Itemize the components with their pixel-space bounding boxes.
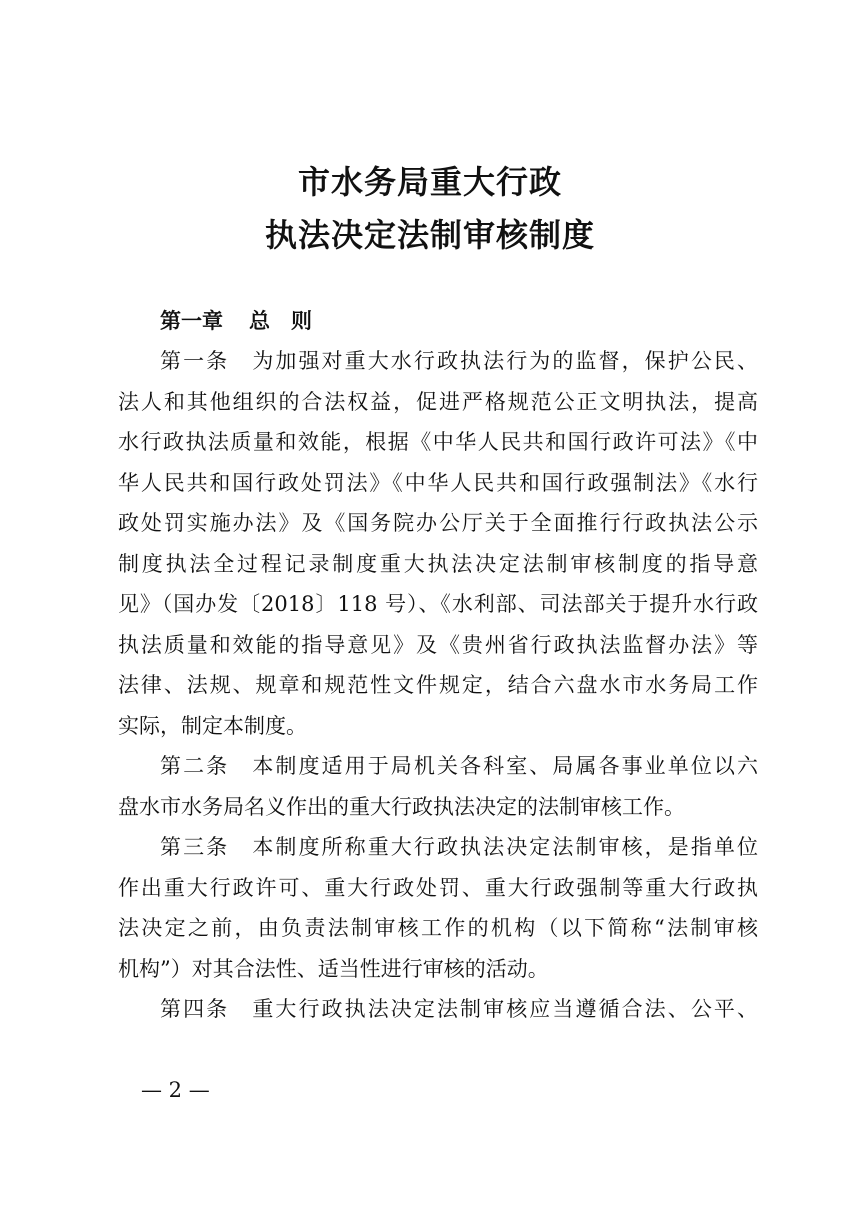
article-1-line-7: 见》（国办发〔2018〕118 号）、《水利部、司法部关于提升水行政 (118, 592, 758, 616)
document-title-line-2: 执法决定法制审核制度 (264, 216, 595, 254)
article-1-line-1: 第一条 为加强对重大水行政执法行为的监督，保护公民、 (160, 349, 758, 373)
article-2-line-1: 第二条 本制度适用于局机关各科室、局属各事业单位以六 (160, 754, 758, 778)
chapter-heading (160, 310, 312, 331)
body-text (118, 341, 758, 1030)
page-number: — 2 — (141, 1078, 210, 1102)
article-3-line-3: 法决定之前，由负责法制审核工作的机构（以下简称“法制审核 (118, 916, 758, 940)
article-1-line-10: 实际，制定本制度。 (118, 713, 307, 738)
article-4-line-1: 第四条 重大行政执法决定法制审核应当遵循合法、公平、 (160, 997, 758, 1021)
chapter-name: 总 则 (249, 308, 312, 333)
article-3-line-2: 作出重大行政许可、重大行政处罚、重大行政强制等重大行政执 (118, 875, 758, 900)
article-1-line-9: 法律、法规、规章和规范性文件规定，结合六盘水市水务局工作 (118, 673, 758, 697)
article-1-line-3: 水行政执法质量和效能，根据《中华人民共和国行政许可法》《中 (118, 430, 758, 454)
article-1-line-2: 法人和其他组织的合法权益，促进严格规范公正文明执法，提高 (118, 389, 758, 414)
article-1-line-8: 执法质量和效能的指导意见》及《贵州省行政执法监督办法》等 (118, 632, 758, 657)
article-2-line-2: 盘水市水务局名义作出的重大行政执法决定的法制审核工作。 (118, 794, 685, 819)
article-1-line-6: 制度执法全过程记录制度重大执法决定法制审核制度的指导意 (118, 551, 758, 576)
article-1-line-5: 政处罚实施办法》及《国务院办公厅关于全面推行行政执法公示 (118, 511, 758, 535)
article-3-line-1: 第三条 本制度所称重大行政执法决定法制审核，是指单位 (160, 835, 758, 859)
article-1-line-4: 华人民共和国行政处罚法》《中华人民共和国行政强制法》《水行 (118, 470, 758, 495)
article-3-line-4: 机构”）对其合法性、适当性进行审核的活动。 (118, 956, 549, 981)
document-title-line-1: 市水务局重大行政 (297, 163, 562, 201)
chapter-number: 第一章 (160, 308, 223, 333)
